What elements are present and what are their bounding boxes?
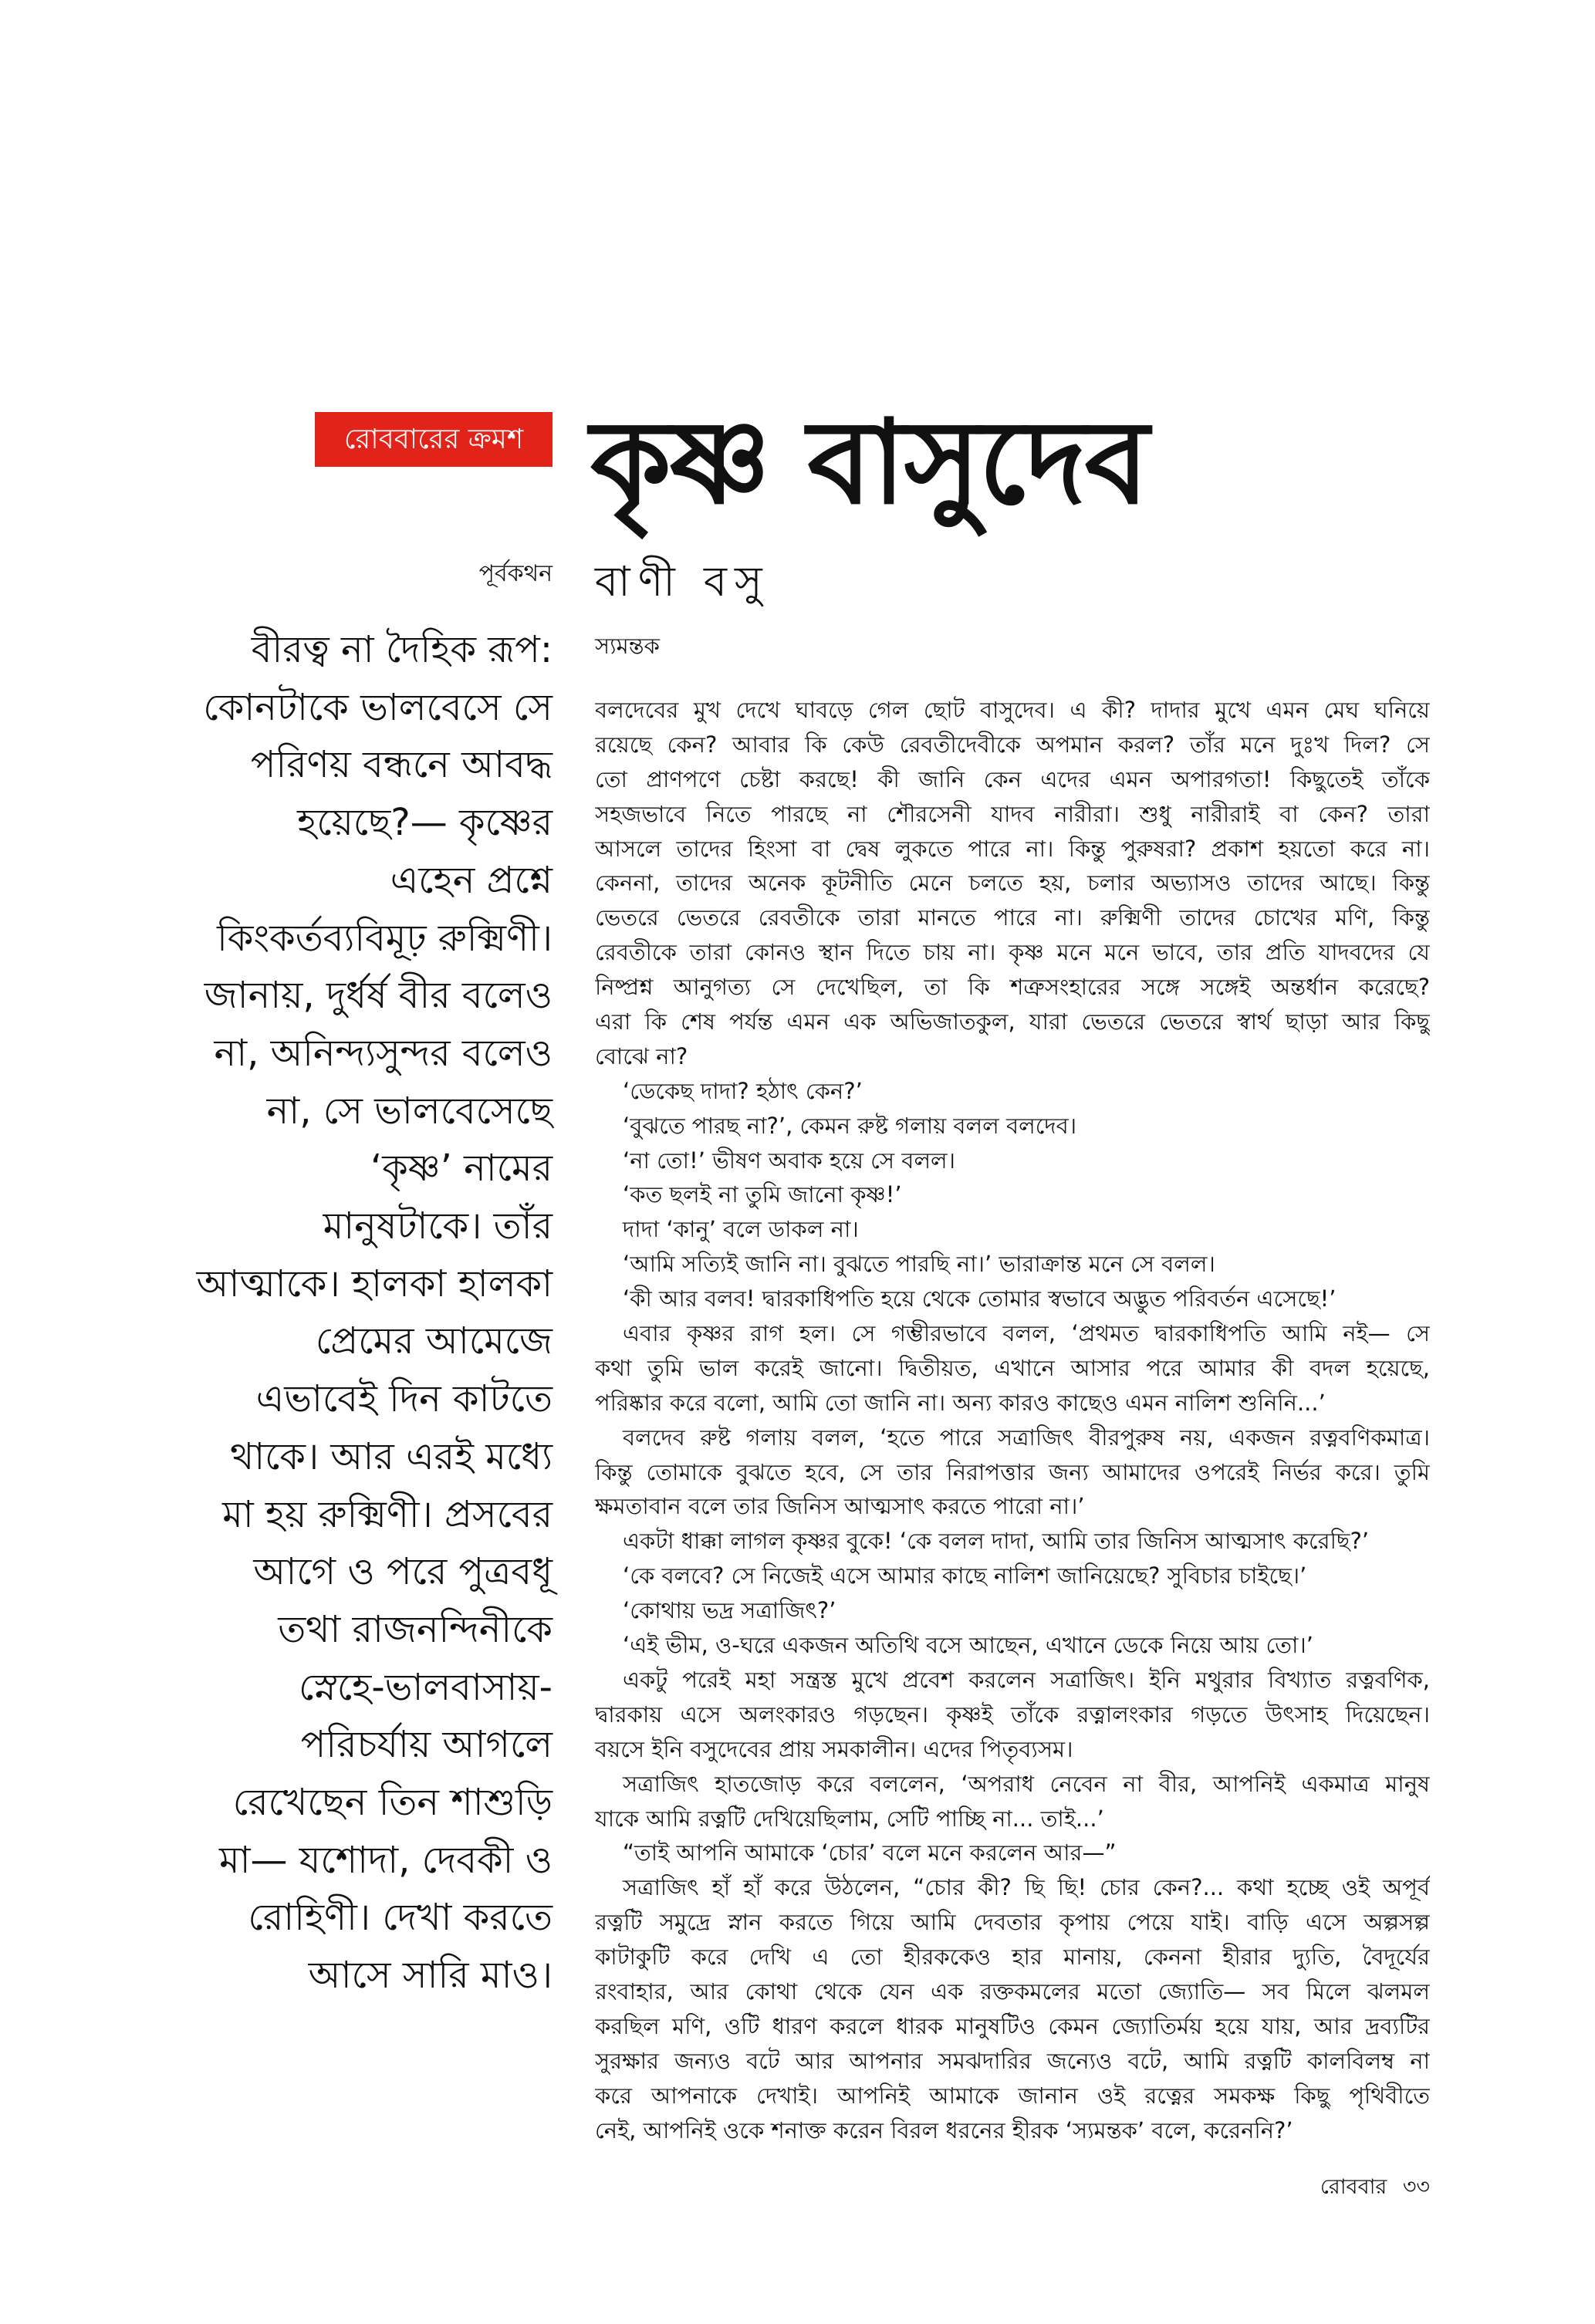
summary-line: থাকে। আর এরই মধ্যে xyxy=(230,1434,553,1478)
summary-line: হয়েছে?— কৃষ্ণের xyxy=(297,801,553,845)
body-line: রত্নটি সমুদ্রে স্নান করতে গিয়ে আমি দেবতার কৃপায় পেয়ে যাই। বাড়ি এসে অল্পসল্প xyxy=(595,1909,1430,1936)
body-line: নিষ্প্রশ্ন আনুগত্য সে দেখেছিল, তা কি শত্রুসংহারের সঙ্গে সঙ্গেই অন্তর্ধান করেছে? xyxy=(595,974,1430,1001)
summary-line: জানায়, দুর্ধর্ষ বীর বলেও xyxy=(204,974,553,1018)
summary-line: কোনটাকে ভালবেসে সে xyxy=(203,685,553,729)
body-line: একটা ধাক্কা লাগল কৃষ্ণর বুকে! ‘কে বলল দাদা, আমি তার জিনিস আত্মসাৎ করেছি?’ xyxy=(623,1528,1370,1555)
body-line: পরিষ্কার করে বলো, আমি তো জানি না। অন্য কারও কাছেও এমন নালিশ শুনিনি...’ xyxy=(595,1389,1326,1416)
body-line: একটু পরেই মহা সন্ত্রস্ত মুখে প্রবেশ করলেন সত্রাজিৎ। ইনি মথুরার বিখ্যাত রত্নবণিক, xyxy=(623,1666,1430,1693)
body-line: ‘না তো!’ ভীষণ অবাক হয়ে সে বলল। xyxy=(623,1147,956,1174)
summary-line: রোহিণী। দেখা করতে xyxy=(248,1896,553,1940)
summary-line: মা হয় রুক্মিণী। প্রসবের xyxy=(222,1492,553,1536)
body-line: ‘কোথায় ভদ্র সত্রাজিৎ?’ xyxy=(623,1597,836,1624)
body-line: সত্রাজিৎ হাতজোড় করে বললেন, ‘অপরাধ নেবেন না বীর, আপনিই একমাত্র মানুষ xyxy=(623,1770,1430,1797)
body-line: ‘আমি সত্যিই জানি না। বুঝতে পারছি না।’ ভারাক্রান্ত মনে সে বলল। xyxy=(623,1251,1215,1278)
body-line: রেবতীকে তারা কোনও স্থান দিতে চায় না। কৃষ্ণ মনে মনে ভাবে, তার প্রতি যাদবদের যে xyxy=(595,939,1430,966)
body-line: এরা কি শেষ পর্যন্ত এমন এক অভিজাতকুল, যারা ভেতরে ভেতরে স্বার্থ ছাড়া আর কিছু xyxy=(595,1008,1430,1035)
summary-line: না, অনিন্দ্যসুন্দর বলেও xyxy=(214,1031,553,1075)
summary-line: এভাবেই দিন কাটতে xyxy=(255,1377,553,1421)
body-line: দাদা ‘কানু’ বলে ডাকল না। xyxy=(623,1216,859,1243)
summary-line: না, সে ভালবেসেছে xyxy=(266,1089,553,1133)
body-line: ভেতরে ভেতরে রেবতীকে তারা মানতে পারে না। রুক্মিণী তাদের চোখের মণি, কিন্তু xyxy=(595,904,1430,931)
body-line: এবার কৃষ্ণর রাগ হল। সে গম্ভীরভাবে বলল, ‘প্রথমত দ্বারকাধিপতি আমি নই— সে xyxy=(623,1320,1430,1347)
summary-column xyxy=(120,621,553,2005)
body-line: রয়েছে কেন? আবার কি কেউ রেবতীদেবীকে অপমান করল? তাঁর মনে দুঃখ দিল? সে xyxy=(595,731,1430,758)
body-line: যাকে আমি রত্নটি দেখিয়েছিলাম, সেটি পাচ্ছি না... তাই...’ xyxy=(595,1805,1104,1832)
summary-line: স্নেহে-ভালবাসায়- xyxy=(298,1665,553,1709)
body-line: বোঝে না? xyxy=(595,1042,688,1069)
summary-line: আগে ও পরে পুত্রবধূ xyxy=(253,1550,553,1594)
summary-line: বীরত্ব না দৈহিক রূপ: xyxy=(251,628,553,671)
article-title: কৃষ্ণ বাসুদেব xyxy=(590,396,1148,530)
summary-line: মানুষটাকে। তাঁর xyxy=(323,1204,553,1248)
series-badge: রোববারের ক্রমশ xyxy=(315,412,553,467)
body-line: সুরক্ষার জন্যও বটে আর আপনার সমঝদারির জন্যেও বটে, আমি রত্নটি কালবিলম্ব না xyxy=(595,2047,1430,2074)
body-line: “তাই আপনি আমাকে ‘চোর’ বলে মনে করলেন আর—” xyxy=(623,1839,1117,1866)
body-line: সত্রাজিৎ হাঁ হাঁ করে উঠলেন, “চোর কী? ছি ছি! চোর কেন?... কথা হচ্ছে ওই অপূর্ব xyxy=(623,1874,1430,1901)
summary-line: কিংকর্তব্যবিমূঢ় রুক্মিণী। xyxy=(217,916,553,960)
body-line: কথা তুমি ভাল করেই জানো। দ্বিতীয়ত, এখানে আসার পরে আমার কী বদল হয়েছে, xyxy=(595,1354,1430,1381)
summary-line: এহেন প্রশ্নে xyxy=(390,858,553,902)
summary-line: মা— যশোদা, দেবকী ও xyxy=(218,1838,553,1882)
body-line: ‘কে বলবে? সে নিজেই এসে আমার কাছে নালিশ জানিয়েছে? সুবিচার চাইছে।’ xyxy=(623,1562,1307,1589)
body-line: ‘এই ভীম, ও-ঘরে একজন অতিথি বসে আছেন, এখানে ডেকে নিয়ে আয় তো।’ xyxy=(623,1632,1314,1659)
article-body xyxy=(595,693,1430,2147)
body-line: ‘কত ছলই না তুমি জানো কৃষ্ণ!’ xyxy=(623,1181,902,1208)
body-line: ক্ষমতাবান বলে তার জিনিস আত্মসাৎ করতে পারো না।’ xyxy=(595,1493,1085,1520)
summary-line: তথা রাজনন্দিনীকে xyxy=(278,1607,553,1651)
body-line: নেই, আপনিই ওকে শনাক্ত করেন বিরল ধরনের হীরক ‘স্যমন্তক’ বলে, করেননি?’ xyxy=(595,2116,1293,2143)
summary-line: পরিণয় বন্ধনে আবদ্ধ xyxy=(250,743,553,787)
summary-line: আত্মাকে। হালকা হালকা xyxy=(196,1262,553,1306)
body-line: সহজভাবে নিতে পারছে না শৌরসেনী যাদব নারীরা। শুধু নারীরাই বা কেন? তারা xyxy=(595,800,1430,827)
chapter-title: স্যমন্তক xyxy=(595,633,660,659)
body-line: ‘ডেকেছ দাদা? হঠাৎ কেন?’ xyxy=(623,1077,863,1104)
body-line: ‘বুঝতে পারছ না?’, কেমন রুষ্ট গলায় বলল বলদেব। xyxy=(623,1112,1077,1139)
body-line: রংবাহার, আর কোথা থেকে যেন এক রক্তকমলের মতো জ্যোতি— সব মিলে ঝলমল xyxy=(595,1978,1430,2005)
body-line: করে আপনাকে দেখাই। আপনিই আমাকে জানান ওই রত্নের সমকক্ষ কিছু পৃথিবীতে xyxy=(595,2082,1430,2109)
magazine-name: রোববার xyxy=(1320,2175,1387,2199)
summary-line: আসে সারি মাও। xyxy=(308,1954,553,1998)
summary-line: পরিচর্যায় আগলে xyxy=(300,1723,553,1767)
body-line: করছিল মণি, ওটি ধারণ করলে ধারক মানুষটিও কেমন জ্যোতির্ময় হয়ে যায়, আর দ্রব্যটির xyxy=(595,2012,1430,2039)
summary-label: পূর্বকথন xyxy=(478,560,553,587)
body-line: আসলে তাদের হিংসা বা দ্বেষ লুকতে পারে না। কিন্তু পুরুষরা? প্রকাশ হয়তো করে না। xyxy=(595,835,1430,862)
page-footer xyxy=(1320,2172,1430,2203)
body-line: দ্বারকায় এসে অলংকারও গড়ছেন। কৃষ্ণই তাঁকে রত্নালংকার গড়তে উৎসাহ দিয়েছেন। xyxy=(595,1701,1430,1728)
body-line: কিন্তু তোমাকে বুঝতে হবে, সে তার নিরাপত্তার জন্য আমাদের ওপরেই নির্ভর করে। তুমি xyxy=(595,1458,1430,1485)
body-line: কাটাকুটি করে দেখি এ তো হীরককেও হার মানায়, কেননা হীরার দ্যুতি, বৈদূর্যের xyxy=(595,1944,1430,1971)
body-line: বলদেব রুষ্ট গলায় বলল, ‘হতে পারে সত্রাজিৎ বীরপুরুষ নয়, একজন রত্নবণিকমাত্র। xyxy=(623,1424,1430,1451)
body-line: তো প্রাণপণে চেষ্টা করছে! কী জানি কেন এদের এমন অপারগতা! কিছুতেই তাঁকে xyxy=(595,765,1430,792)
summary-line: প্রেমের আমেজে xyxy=(315,1319,553,1363)
body-line: ‘কী আর বলব! দ্বারকাধিপতি হয়ে থেকে তোমার স্বভাবে অদ্ভুত পরিবর্তন এসেছে!’ xyxy=(623,1285,1336,1312)
body-line: বয়সে ইনি বসুদেবের প্রায় সমকালীন। এদের পিতৃব্যসম। xyxy=(595,1735,1073,1762)
page-number: ৩৩ xyxy=(1402,2175,1430,2199)
body-line: কেননা, তাদের অনেক কূটনীতি মেনে চলতে হয়, চলার অভ্যাসও তাদের আছে। কিন্তু xyxy=(595,870,1430,897)
summary-line: রেখেছেন তিন শাশুড়ি xyxy=(232,1781,553,1825)
body-line: বলদেবের মুখ দেখে ঘাবড়ে গেল ছোট বাসুদেব। এ কী? দাদার মুখে এমন মেঘ ঘনিয়ে xyxy=(595,697,1430,723)
author-name: বাণী বসু xyxy=(595,557,770,606)
summary-line: ‘কৃষ্ণ’ নামের xyxy=(370,1147,553,1191)
